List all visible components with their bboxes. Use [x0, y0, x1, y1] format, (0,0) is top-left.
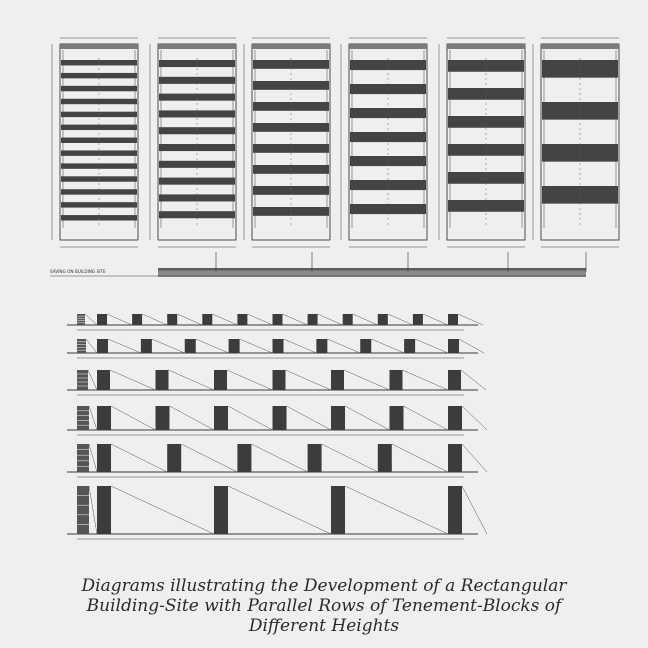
section-block	[343, 314, 353, 325]
caption-line-2: Building-Site with Parallel Rows of Tenement-Blocks of	[86, 596, 562, 616]
section-block	[97, 370, 110, 390]
section-block	[141, 339, 152, 353]
section-block	[237, 314, 247, 325]
section-block	[273, 314, 283, 325]
section-light-line	[107, 314, 132, 325]
section-light-line	[353, 314, 378, 325]
section-light-line	[392, 444, 448, 472]
section-f	[67, 486, 487, 539]
section-c	[67, 370, 486, 395]
section-end-block	[77, 444, 89, 472]
section-light-line	[371, 339, 404, 353]
section-light-line	[287, 406, 332, 430]
plan-floor-bar	[159, 194, 235, 201]
section-light-line	[404, 406, 449, 430]
section-light-line	[110, 370, 156, 390]
section-block	[273, 370, 286, 390]
section-light-line	[170, 406, 215, 430]
section-d	[67, 406, 487, 435]
site-plans	[52, 38, 619, 247]
section-block	[229, 339, 240, 353]
section-block	[331, 370, 344, 390]
section-light-line	[247, 314, 272, 325]
figure-caption	[0, 576, 648, 636]
section-light-line	[423, 314, 448, 325]
section-end-block	[77, 339, 86, 353]
plan-f	[533, 38, 619, 247]
section-block	[413, 314, 423, 325]
plan-a	[52, 38, 138, 247]
section-block	[360, 339, 371, 353]
section-end-block	[77, 314, 85, 325]
plan-floor-bar	[448, 116, 524, 128]
section-block	[214, 370, 227, 390]
section-light-line	[152, 339, 185, 353]
section-block	[97, 406, 111, 430]
section-light-line	[286, 370, 332, 390]
section-end-block	[77, 406, 89, 430]
section-light-line	[462, 486, 487, 534]
section-block	[273, 406, 287, 430]
section-a	[67, 314, 483, 330]
plan-top-strip	[349, 44, 427, 49]
section-block	[156, 370, 169, 390]
section-light-line	[169, 370, 215, 390]
section-block	[448, 314, 458, 325]
section-light-line	[458, 314, 483, 325]
section-light-line	[85, 314, 97, 325]
section-light-line	[88, 370, 97, 390]
section-block	[214, 406, 228, 430]
section-block	[185, 339, 196, 353]
saving-bar-group	[50, 252, 586, 277]
section-light-line	[142, 314, 167, 325]
plan-floor-bar	[159, 77, 235, 84]
plan-top-strip	[447, 44, 525, 49]
section-light-line	[212, 314, 237, 325]
section-block	[308, 444, 322, 472]
section-block	[331, 486, 345, 534]
section-light-line	[284, 339, 317, 353]
plan-top-strip	[541, 44, 619, 49]
section-light-line	[240, 339, 273, 353]
plan-top-strip	[60, 44, 138, 49]
cross-sections	[67, 314, 487, 539]
section-b	[67, 339, 484, 358]
section-light-line	[89, 406, 97, 430]
section-block	[331, 406, 345, 430]
section-block	[273, 339, 284, 353]
section-light-line	[459, 339, 484, 353]
section-light-line	[322, 444, 378, 472]
section-block	[202, 314, 212, 325]
section-light-line	[228, 486, 331, 534]
section-block	[167, 444, 181, 472]
section-block	[448, 406, 462, 430]
section-block	[156, 406, 170, 430]
section-light-line	[111, 406, 156, 430]
section-block	[316, 339, 327, 353]
saving-label: SAVING ON BUILDING SITE	[50, 269, 106, 274]
section-light-line	[228, 406, 273, 430]
section-block	[214, 486, 228, 534]
section-light-line	[227, 370, 273, 390]
section-light-line	[462, 406, 487, 430]
section-block	[237, 444, 251, 472]
plan-b	[150, 38, 236, 247]
section-block	[132, 314, 142, 325]
plan-d	[341, 38, 427, 247]
section-block	[97, 339, 108, 353]
section-block	[378, 314, 388, 325]
section-light-line	[86, 339, 97, 353]
section-light-line	[344, 370, 390, 390]
section-light-line	[345, 406, 390, 430]
plan-c	[244, 38, 330, 247]
section-end-block	[77, 370, 88, 390]
section-light-line	[177, 314, 202, 325]
section-e	[67, 444, 487, 477]
section-light-line	[111, 444, 167, 472]
section-light-line	[462, 444, 487, 472]
section-block	[308, 314, 318, 325]
section-block	[378, 444, 392, 472]
section-block	[97, 444, 111, 472]
plan-top-strip	[158, 44, 236, 49]
section-light-line	[327, 339, 360, 353]
plan-top-strip	[252, 44, 330, 49]
section-block	[448, 486, 462, 534]
section-block	[404, 339, 415, 353]
section-light-line	[108, 339, 141, 353]
section-block	[448, 370, 461, 390]
section-light-line	[89, 444, 97, 472]
section-light-line	[196, 339, 229, 353]
caption-line-1: Diagrams illustrating the Development of a Rectangular	[81, 576, 567, 596]
section-light-line	[388, 314, 413, 325]
section-block	[390, 406, 404, 430]
section-light-line	[345, 486, 448, 534]
section-light-line	[415, 339, 448, 353]
section-light-line	[318, 314, 343, 325]
section-light-line	[461, 370, 486, 390]
section-block	[390, 370, 403, 390]
section-end-block	[77, 486, 89, 534]
section-block	[97, 486, 111, 534]
caption-line-3: Different Heights	[248, 616, 400, 636]
saving-bar-edge	[158, 268, 586, 271]
section-light-line	[251, 444, 307, 472]
section-light-line	[89, 486, 97, 534]
section-light-line	[283, 314, 308, 325]
section-block	[97, 314, 107, 325]
section-light-line	[403, 370, 449, 390]
section-light-line	[111, 486, 214, 534]
section-light-line	[181, 444, 237, 472]
section-block	[448, 444, 462, 472]
section-block	[167, 314, 177, 325]
section-block	[448, 339, 459, 353]
plan-e	[439, 38, 525, 247]
